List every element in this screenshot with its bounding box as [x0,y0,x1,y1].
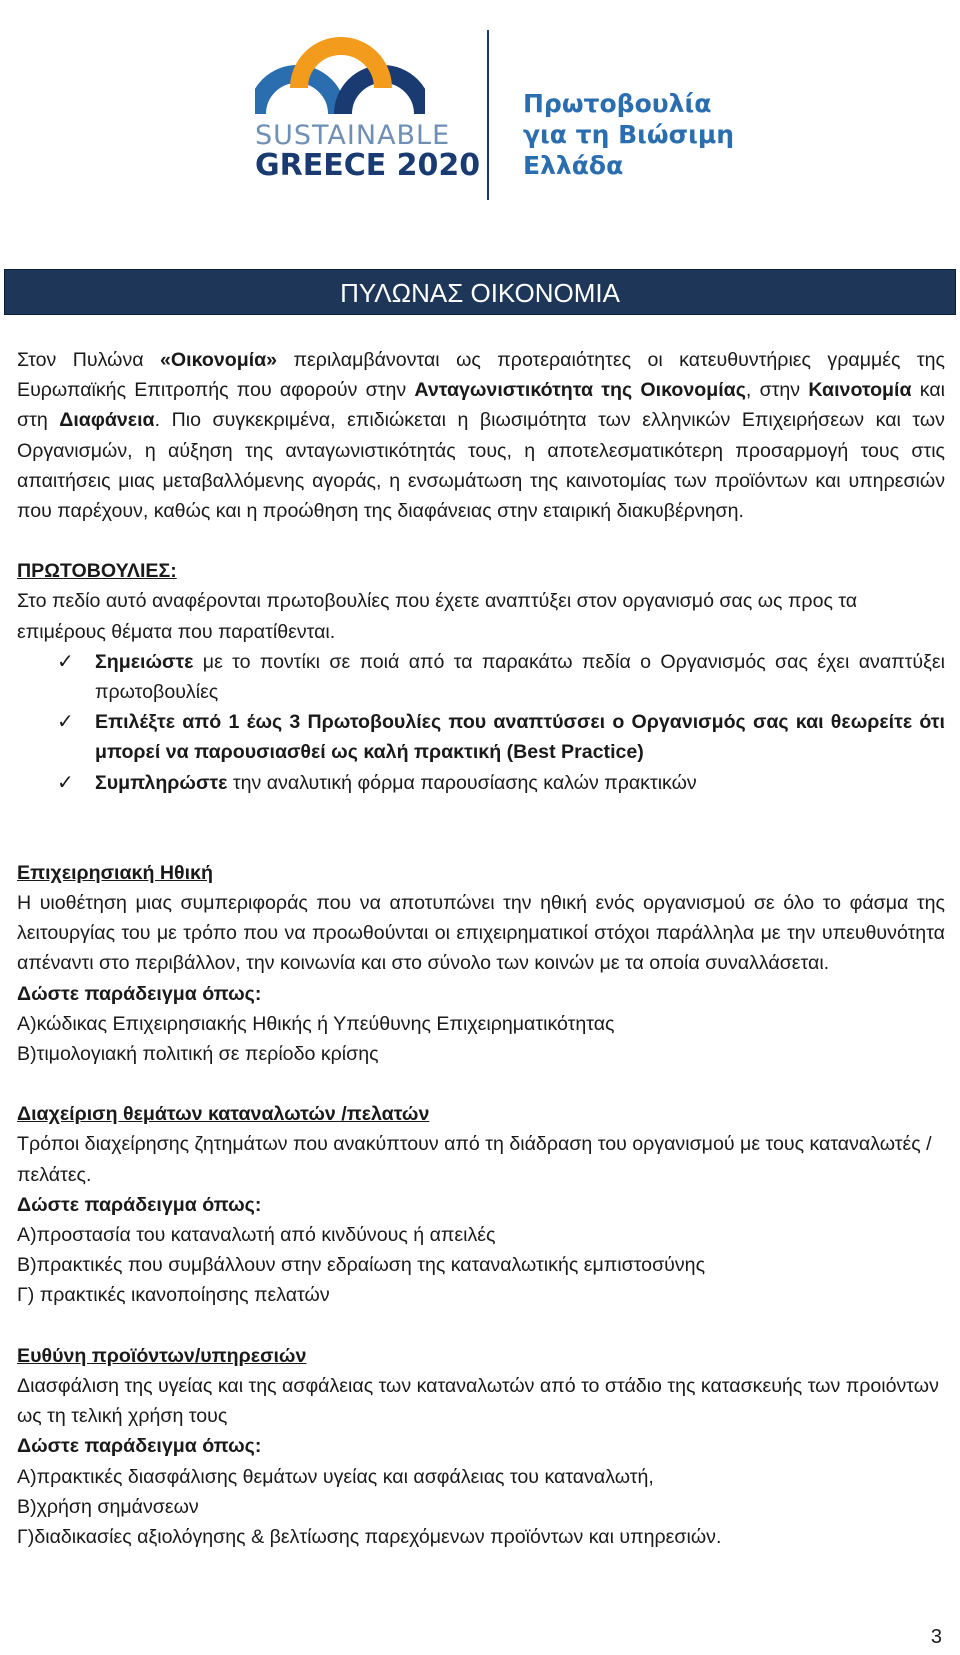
instruction-bold: Επιλέξτε από 1 έως 3 Πρωτοβουλίες που αναπτύσσει ο Οργανισμός σας και θεωρείτε ότι μπορεί να παρουσιασθεί ως καλή πρακτική (Best Practice) [95,711,945,764]
example-label [17,979,945,1009]
example-item: Α)προστασία του καταναλωτή από κινδύνους ή απειλές [17,1224,496,1247]
logo-greek-line: Ελλάδα [523,151,624,180]
section-title [17,1099,945,1129]
checkmark-icon: ✓ [57,771,74,794]
instruction-text: με το ποντίκι σε ποιά από τα παρακάτω πεδία ο Οργανισμός σας έχει αναπτύξει πρωτοβουλίες [95,650,945,704]
section-text: Τρόποι διαχείρησης ζητημάτων που ανακύπτουν από τη διάδραση του οργανισμού με τους καταναλωτές /πελάτες. [17,1133,932,1186]
intro-bold: Ανταγωνιστικότητα της Οικονομίας [414,379,746,402]
intro-text: και στη [17,379,946,432]
sustainable-greece-logo [255,30,735,190]
instruction-list [17,647,945,798]
example-label [17,1431,945,1461]
instruction-bold: Συμπληρώστε [95,771,228,794]
page-number: 3 [930,1626,942,1648]
intro-text: . Πιο συγκεκριμένα, επιδιώκεται η βιωσιμότητα των ελληνικών Επιχειρήσεων και των Οργανισμών, η αύξηση της ανταγωνιστικότητάς τους, η αποτελεσματικότερη προσαρμογή τους στις απαιτήσεις μιας μεταβαλλόμενης αγοράς, η ενσωμάτωση της καινοτομίας των προϊόντων και υπηρεσιών που παρέχουν, καθώς και η προώθηση της διαφάνειας στην εταιρική διακυβέρνηση. [17,409,945,523]
section-title-text: Ευθύνη προϊόντων/υπηρεσιών [17,1344,307,1367]
section-text: Η υιοθέτηση μιας συμπεριφοράς που να αποτυπώνει την ηθική ενός οργανισμού σε όλο το φάσμα της λειτουργίας του με τρόπο που να προωθούνται οι επιχειρηματικοί στόχοι παράλληλα με την υπευθυνότητα απέναντι στο περιβάλλον, την κοινωνία και στο σύνολο των κοινών με τα οποία συναλλάσεται. [17,892,945,975]
intro-text: , στην [745,379,809,402]
intro-text: Στον Πυλώνα [17,349,161,371]
logo-greece-text: GREECE 2020 [255,148,481,183]
example-label-text: Δώστε παράδειγμα όπως: [17,982,262,1005]
logo-sustainable-text: SUSTAINABLE [255,120,451,151]
initiatives-heading [17,556,945,586]
example-item: Β)χρήση σημάνσεων [17,1495,199,1518]
logo-greek-text [523,88,734,181]
example-item: Β)πρακτικές που συμβάλλουν στην εδραίωση της καταναλωτικής εμπιστοσύνης [17,1254,706,1277]
example-item: Β)τιμολογιακή πολιτική σε περίοδο κρίσης [17,1043,379,1066]
intro-paragraph [17,345,945,526]
example-label [17,1190,945,1220]
intro-bold: Διαφάνεια [59,409,155,432]
intro-text: περιλαμβάνονται ως προτεραιότητες οι κατευθυντήριες γραμμές της Ευρωπαϊκής Επιτροπής που αφορούν στην [17,349,945,402]
example-item: Α)κώδικας Επιχειρησιακής Ηθικής ή Υπεύθυνης Επιχειρηματικότητας [17,1012,615,1035]
example-item: Α)πρακτικές διασφάλισης θεμάτων υγείας και ασφάλειας του καταναλωτή, [17,1465,654,1488]
section-title [17,1341,945,1371]
initiatives-text: Στο πεδίο αυτό αναφέρονται πρωτοβουλίες που έχετε αναπτύξει στον οργανισμό σας ως προς τα επιμέρους θέματα που παρατίθενται. [17,590,858,643]
logo-greek-line: Πρωτοβουλία [523,89,712,118]
logo-arcs-graphic [255,30,425,116]
intro-bold: Καινοτομία [808,379,912,402]
section-title-text: Διαχείριση θεμάτων καταναλωτών /πελατών [17,1103,430,1126]
instruction-bold: Σημειώστε [95,650,194,673]
initiatives-heading-text: ΠΡΩΤΟΒΟΥΛΙΕΣ: [17,560,177,583]
checkmark-icon: ✓ [57,711,74,734]
instruction-item [17,768,945,798]
example-item: Γ) πρακτικές ικανοποίησης πελατών [17,1284,330,1307]
section-title-text: Επιχειρησιακή Ηθική [17,861,213,884]
intro-bold: «Οικονομία» [160,349,278,371]
section-text: Διασφάλιση της υγείας και της ασφάλειας των καταναλωτών από το στάδιο της κατασκευής των προιόντων ως τη τελική χρήση τους [17,1374,939,1428]
logo-greek-line: για τη Βιώσιμη [523,120,735,149]
example-label-text: Δώστε παράδειγμα όπως: [17,1435,262,1458]
logo-divider [487,30,489,200]
pillar-title-banner: ΠΥΛΩΝΑΣ ΟΙΚΟΝΟΜΙΑ [4,269,956,315]
example-label-text: Δώστε παράδειγμα όπως: [17,1193,262,1216]
checkmark-icon: ✓ [57,650,74,673]
section-title [17,858,945,888]
instruction-text: την αναλυτική φόρμα παρουσίασης καλών πρακτικών [227,771,697,794]
instruction-item [17,647,945,707]
example-item: Γ)διαδικασίες αξιολόγησης & βελτίωσης παρεχόμενων προϊόντων και υπηρεσιών. [17,1525,722,1548]
document-body [17,345,945,1552]
instruction-item [17,707,945,767]
